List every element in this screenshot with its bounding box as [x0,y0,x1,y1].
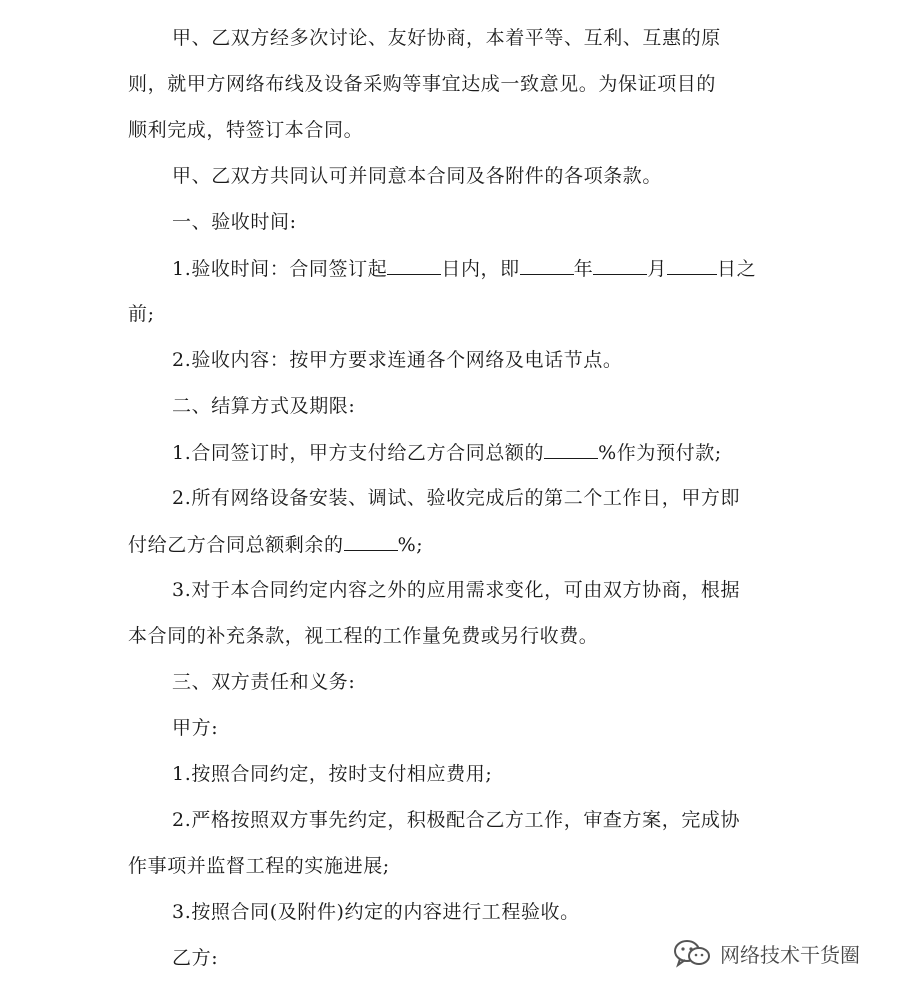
wechat-icon [672,938,712,968]
s1-item1-mid2: 年 [573,258,594,280]
intro-line-2: 则，就甲方网络布线及设备采购等事宜达成一致意见。为保证项目的 [128,73,717,95]
section-3-heading: 三、双方责任和义务: [172,671,356,693]
section-2-item-2-line-2 [128,532,778,557]
blank-year [520,256,574,275]
section-1-heading: 一、验收时间: [172,211,297,233]
party-a-item-2-line-2: 作事项并监督工程的实施进展; [128,855,390,877]
blank-month [593,256,647,275]
s2-item1-suffix: %作为预付款; [598,442,722,464]
s1-item1-suffix: 日之 [716,258,757,280]
party-a-item-2-line-1: 2.严格按照双方事先约定，积极配合乙方工作，审查方案，完成协 [172,809,741,831]
watermark-text: 网络技术干货圈 [720,942,860,967]
section-1-item-1 [172,256,782,281]
s1-item1-mid1: 日内，即 [441,258,520,280]
intro-line-1: 甲、乙双方经多次讨论、友好协商，本着平等、互利、互惠的原 [172,27,721,49]
section-2-item-3-line-1: 3.对于本合同约定内容之外的应用需求变化，可由双方协商，根据 [172,579,741,601]
section-1-item-2: 2.验收内容：按甲方要求连通各个网络及电话节点。 [172,349,623,371]
intro-line-3: 顺利完成，特签订本合同。 [128,119,364,141]
section-2-item-1 [172,440,782,465]
section-1-item-1-cont: 前; [128,303,155,325]
section-2-item-3-line-2: 本合同的补充条款，视工程的工作量免费或另行收费。 [128,625,599,647]
party-a-item-1: 1.按照合同约定，按时支付相应费用; [172,763,493,785]
blank-prepay-percent [544,440,598,459]
section-2-heading: 二、结算方式及期限: [172,395,356,417]
s1-item1-prefix: 1.验收时间：合同签订起 [172,258,388,280]
s2-item1-prefix: 1.合同签订时，甲方支付给乙方合同总额的 [172,442,545,464]
s2-item2-suffix: %; [397,534,424,556]
agreement-statement: 甲、乙双方共同认可并同意本合同及各附件的各项条款。 [172,165,663,187]
blank-remaining-percent [344,532,398,551]
s2-item2-prefix: 付给乙方合同总额剩余的 [128,534,344,556]
party-a-item-3: 3.按照合同(及附件)约定的内容进行工程验收。 [172,901,580,923]
s1-item1-mid3: 月 [647,258,667,280]
section-2-item-2-line-1: 2.所有网络设备安装、调试、验收完成后的第二个工作日，甲方即 [172,487,741,509]
blank-day [667,256,717,275]
blank-days [387,256,441,275]
watermark [672,938,860,968]
party-a-label: 甲方: [172,717,219,739]
party-b-label: 乙方: [172,947,219,969]
